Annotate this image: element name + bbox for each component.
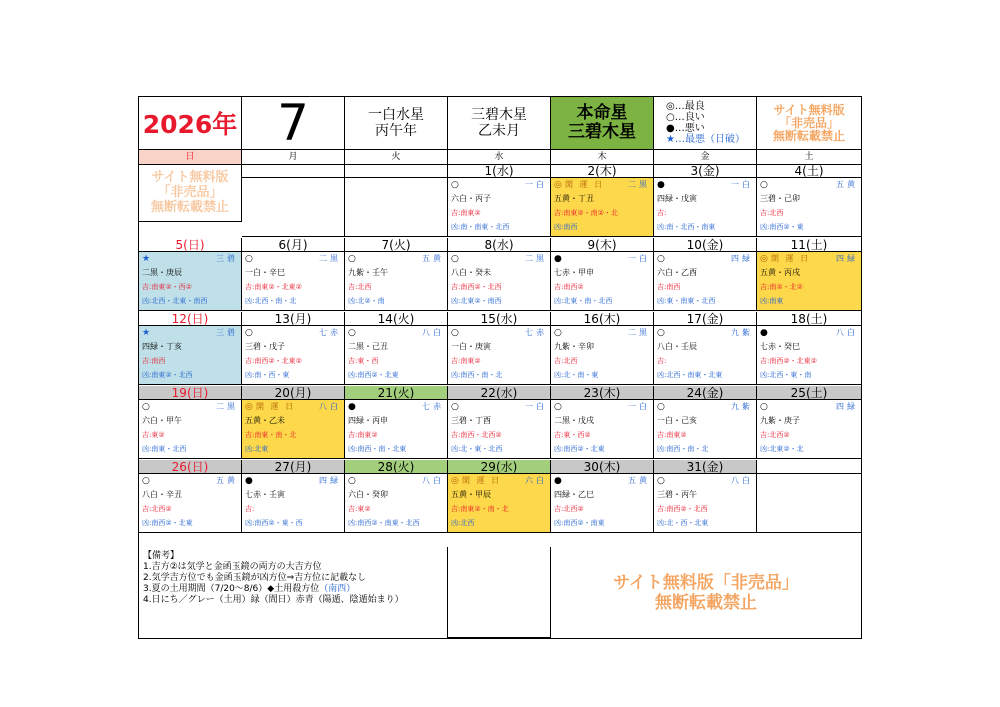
day-kanshi: 七赤・癸巳 [760, 342, 800, 351]
fortune-mark: ○ [348, 476, 356, 486]
day-header-thu: 23(木) [551, 386, 654, 400]
fortune-mark: ○ [451, 328, 459, 338]
lucky-directions: 吉:南西・北西② [451, 431, 502, 439]
fortune-mark: ○ [451, 254, 459, 264]
day-kanshi: 六白・癸卯 [348, 490, 388, 499]
day-cell [345, 252, 448, 311]
lucky-directions: 吉:北西 [554, 357, 578, 365]
day-star: 二黒 [628, 328, 650, 337]
day-star: 八白 [836, 328, 858, 337]
day-star: 七赤 [525, 328, 547, 337]
unlucky-directions: 凶:南西②・北東 [142, 519, 193, 527]
weekday-fri: 金 [654, 150, 757, 164]
day-header-sat: 25(土) [757, 386, 861, 400]
day-cell [448, 252, 551, 311]
day-star: 五黄 [422, 254, 444, 263]
lucky-directions: 吉:南西②・北東② [245, 357, 302, 365]
day-kanshi: 二黒・己丑 [348, 342, 388, 351]
day-cell [654, 474, 757, 533]
lucky-directions: 吉:南東② [657, 431, 687, 439]
lucky-directions: 吉:南東②・西② [142, 283, 192, 291]
day-kanshi: 四緑・丁亥 [142, 342, 182, 351]
fortune-mark: ○ [657, 402, 665, 412]
day-cell [242, 326, 345, 385]
unlucky-directions: 凶:北西・北東・南西 [142, 297, 208, 305]
weekday-mon: 月 [242, 150, 345, 164]
day-header-sat: 18(土) [757, 312, 861, 326]
fortune-mark: ○ [142, 402, 150, 412]
weekday-wed: 水 [448, 150, 551, 164]
day-cell [139, 474, 242, 533]
fortune-mark: ○ [554, 402, 562, 412]
lucky-directions: 吉:南東②・北東② [245, 283, 302, 291]
notes-line: 4.日にち／グレー（土用）緑（間日）赤青（陽遁、陰遁始まり） [143, 595, 404, 605]
day-cell [757, 178, 861, 237]
unlucky-directions: 凶:南西②・北東 [554, 445, 605, 453]
unlucky-directions: 凶:東・南東・北西 [657, 297, 716, 305]
fortune-mark: ○ [451, 180, 459, 190]
unlucky-directions: 凶:北西 [451, 519, 475, 527]
day-star: 九紫 [731, 402, 753, 411]
day-header-sun: 5(日) [139, 238, 242, 252]
honmei-box [551, 97, 654, 149]
day-header-wed: 15(水) [448, 312, 551, 326]
kaiun-label: 開 運 日 [256, 402, 296, 411]
unlucky-directions: 凶:南東②・北西 [142, 371, 193, 379]
day-header-tue: 21(火) [345, 386, 448, 400]
fortune-mark: ○ [760, 180, 768, 190]
day-cell [757, 326, 861, 385]
day-star: 一白 [525, 180, 547, 189]
empty-cell [448, 547, 551, 638]
lucky-directions: 吉: [657, 209, 667, 217]
day-star: 七赤 [319, 328, 341, 337]
day-kanshi: 三碧・戊子 [245, 342, 285, 351]
day-cell [242, 474, 345, 533]
day-cell [551, 400, 654, 459]
day-kanshi: 九紫・辛卯 [554, 342, 594, 351]
unlucky-directions: 凶:北②・南 [348, 297, 385, 305]
day-header-tue: 14(火) [345, 312, 448, 326]
day-header-sun: 19(日) [139, 386, 242, 400]
day-header-tue [345, 164, 448, 178]
lucky-directions: 吉: [245, 505, 255, 513]
footer-notice [551, 547, 861, 638]
year-kan: 丙午年 [375, 123, 417, 139]
day-header-thu: 30(木) [551, 460, 654, 474]
fortune-mark: ● [760, 328, 768, 338]
lucky-directions: 吉:北西② [142, 505, 172, 513]
notes-title: 【備考】 [143, 551, 180, 561]
day-kanshi: 八白・癸未 [451, 268, 491, 277]
year-star-box [345, 97, 448, 149]
day-kanshi: 三碧・丁酉 [451, 416, 491, 425]
day-kanshi: 七赤・甲申 [554, 268, 594, 277]
fortune-mark: ○ [554, 328, 562, 338]
weekday-sun: 日 [139, 150, 242, 164]
day-cell [139, 252, 242, 311]
lucky-directions: 吉:南東②・南②・北 [554, 209, 618, 217]
lucky-directions: 吉:北西 [348, 283, 372, 291]
day-cell [242, 178, 345, 237]
day-cell [654, 178, 757, 237]
unlucky-directions: 凶:南・西・東 [245, 371, 290, 379]
month-kan: 乙未月 [478, 123, 520, 139]
legend-worst: ★…最悪（日破） [666, 134, 745, 145]
day-cell [139, 400, 242, 459]
unlucky-directions: 凶:南西・南・北 [657, 445, 709, 453]
unlucky-directions: 凶:南東 [760, 297, 784, 305]
day-kanshi: 一白・己亥 [657, 416, 697, 425]
day-header-fri: 17(金) [654, 312, 757, 326]
lucky-directions: 吉:北西 [760, 209, 784, 217]
month-star: 三碧木星 [471, 107, 527, 123]
lucky-directions: 吉:北西② [554, 505, 584, 513]
fortune-mark: ○ [142, 476, 150, 486]
day-kanshi: 五黄・甲辰 [451, 490, 491, 499]
day-kanshi: 六白・甲午 [142, 416, 182, 425]
unlucky-directions: 凶:南東・北西 [142, 445, 187, 453]
day-kanshi: 四緑・丙申 [348, 416, 388, 425]
unlucky-directions: 凶:北・南・東 [554, 371, 599, 379]
fortune-mark: ● [657, 180, 665, 190]
unlucky-directions: 凶:南西②・東 [760, 223, 804, 231]
lucky-directions: 吉:東・西② [554, 431, 591, 439]
fortune-mark: ○ [657, 476, 665, 486]
fortune-mark: ○ [760, 402, 768, 412]
lucky-directions: 吉:南西② [554, 283, 584, 291]
lucky-directions: 吉:南東② [451, 357, 481, 365]
lucky-directions: 吉:東② [348, 505, 371, 513]
doyo-direction: （南西） [319, 584, 356, 594]
fortune-mark: ★ [142, 328, 151, 338]
day-kanshi: 三碧・丙午 [657, 490, 697, 499]
day-cell [345, 178, 448, 237]
fortune-mark: ○ [348, 254, 356, 264]
unlucky-directions: 凶:北東②・北 [760, 445, 804, 453]
day-cell [345, 474, 448, 533]
day-cell [757, 400, 861, 459]
day-kanshi: 九紫・庚子 [760, 416, 800, 425]
day-star: 二黒 [319, 254, 341, 263]
day-header-fri: 3(金) [654, 164, 757, 178]
day-kanshi: 五黄・丙戌 [760, 268, 800, 277]
legend-best: ◎…最良 [666, 101, 705, 112]
unlucky-directions: 凶:南・北西・南東 [657, 223, 716, 231]
site-notice [757, 97, 861, 149]
day-kanshi: 六白・乙酉 [657, 268, 697, 277]
day-cell [551, 178, 654, 237]
day-star: 六白 [525, 476, 547, 485]
day-header-fri: 31(金) [654, 460, 757, 474]
year-title: 2026年 [139, 97, 242, 149]
fortune-mark: ● [554, 476, 562, 486]
unlucky-directions: 凶:北東②・南西 [451, 297, 502, 305]
honmei-star: 三碧木星 [568, 122, 636, 142]
lucky-directions: 吉:南西 [657, 283, 681, 291]
day-cell [448, 400, 551, 459]
day-header-mon: 20(月) [242, 386, 345, 400]
notes-line: 1.吉方②は気学と金函玉鏡の両方の大吉方位 [143, 562, 322, 572]
day-star: 二黒 [216, 402, 238, 411]
lucky-directions: 吉: [657, 357, 667, 365]
honmei-label: 本命星 [576, 103, 628, 123]
kaiun-label: 開 運 日 [462, 476, 502, 485]
weekday-tue: 火 [345, 150, 448, 164]
unlucky-directions: 凶:南西 [554, 223, 578, 231]
day-header-wed: 8(水) [448, 238, 551, 252]
day-star: 四緑 [319, 476, 341, 485]
day-cell [551, 252, 654, 311]
day-cell [551, 474, 654, 533]
day-header-tue: 28(火) [345, 460, 448, 474]
day-kanshi: 六白・丙子 [451, 194, 491, 203]
day-kanshi: 五黄・丁丑 [554, 194, 594, 203]
day-cell [139, 326, 242, 385]
day-header-fri: 10(金) [654, 238, 757, 252]
kaiun-label: 開 運 日 [565, 180, 605, 189]
site-notice-watermark [139, 164, 242, 222]
unlucky-directions: 凶:南西・南・北 [451, 371, 503, 379]
day-kanshi: 二黒・戊戌 [554, 416, 594, 425]
day-star: 八白 [422, 476, 444, 485]
unlucky-directions: 凶:南西②・南東 [554, 519, 605, 527]
day-header-sat: 11(土) [757, 238, 861, 252]
lucky-directions: 吉:南西 [142, 357, 166, 365]
unlucky-directions: 凶:北西・東・南 [760, 371, 812, 379]
fortune-mark: ★ [142, 254, 151, 264]
day-star: 八白 [731, 476, 753, 485]
day-kanshi: 三碧・己卯 [760, 194, 800, 203]
day-star: 五黄 [216, 476, 238, 485]
unlucky-directions: 凶:北東 [245, 445, 269, 453]
weekday-thu: 木 [551, 150, 654, 164]
unlucky-directions: 凶:南西②・東・西 [245, 519, 303, 527]
day-header-thu: 9(木) [551, 238, 654, 252]
day-kanshi: 一白・辛巳 [245, 268, 285, 277]
fortune-mark: ○ [657, 254, 665, 264]
lucky-directions: 吉:北西② [760, 431, 790, 439]
site-notice-line: 無断転載禁止 [772, 128, 845, 143]
fortune-mark: ◎ [451, 476, 459, 486]
notes [139, 547, 448, 638]
day-cell [448, 326, 551, 385]
day-header-wed: 1(水) [448, 164, 551, 178]
day-cell [654, 326, 757, 385]
day-header-mon [242, 164, 345, 178]
day-header-thu: 16(木) [551, 312, 654, 326]
unlucky-directions: 凶:南西・南・北東 [348, 445, 407, 453]
legend-bad: ●…悪い [666, 123, 705, 134]
fortune-mark: ○ [348, 328, 356, 338]
lucky-directions: 吉:南西②・北西 [657, 505, 708, 513]
day-star: 一白 [628, 254, 650, 263]
fortune-mark: ◎ [760, 254, 768, 264]
fortune-mark: ○ [657, 328, 665, 338]
day-star: 一白 [731, 180, 753, 189]
lucky-directions: 吉:南西②・北西 [451, 283, 502, 291]
day-star: 五黄 [836, 180, 858, 189]
day-header-wed: 22(水) [448, 386, 551, 400]
day-kanshi: 五黄・乙未 [245, 416, 285, 425]
day-header-tue: 7(火) [345, 238, 448, 252]
day-header-sat: 4(土) [757, 164, 861, 178]
unlucky-directions: 凶:北西・南東・北東 [657, 371, 723, 379]
legend [654, 97, 757, 149]
footer-notice-line: サイト無料版「非売品」 [613, 572, 799, 593]
day-star: 二黒 [525, 254, 547, 263]
lucky-directions: 吉:南西②・北東② [760, 357, 817, 365]
day-kanshi: 八白・辛丑 [142, 490, 182, 499]
fortune-mark: ○ [451, 402, 459, 412]
day-header-mon: 6(月) [242, 238, 345, 252]
fortune-mark: ○ [245, 328, 253, 338]
day-star: 三碧 [216, 328, 238, 337]
day-star: 九紫 [731, 328, 753, 337]
day-kanshi: 一白・庚寅 [451, 342, 491, 351]
unlucky-directions: 凶:南西②・南東・北西 [348, 519, 420, 527]
fortune-mark: ● [554, 254, 562, 264]
legend-good: ○…良い [666, 112, 705, 123]
fortune-mark: ● [348, 402, 356, 412]
day-star: 四緑 [731, 254, 753, 263]
day-star: 一白 [525, 402, 547, 411]
day-cell [242, 400, 345, 459]
lucky-directions: 吉:南②・北② [760, 283, 803, 291]
notes-line: 2.気学吉方位でも金函玉鏡が凶方位⇒吉方位に記載なし [143, 573, 367, 583]
month-number: 7 [242, 97, 345, 149]
day-star: 八白 [422, 328, 444, 337]
fortune-mark: ● [245, 476, 253, 486]
notes-line [143, 584, 443, 595]
weekday-sat: 土 [804, 152, 814, 162]
day-kanshi: 二黒・庚辰 [142, 268, 182, 277]
site-notice-line: 「非売品」 [778, 115, 839, 130]
fortune-mark: ○ [245, 254, 253, 264]
day-header-mon: 27(月) [242, 460, 345, 474]
year-star: 一白水星 [368, 107, 424, 123]
fortune-mark: ◎ [554, 180, 562, 190]
day-star: 四緑 [836, 402, 858, 411]
unlucky-directions: 凶:南西②・北東 [348, 371, 399, 379]
site-notice-line: サイト無料版 [773, 102, 845, 117]
day-star: 三碧 [216, 254, 238, 263]
day-kanshi: 八白・壬辰 [657, 342, 697, 351]
watermark-line: サイト無料版 [151, 170, 229, 185]
day-kanshi: 四緑・乙巳 [554, 490, 594, 499]
lucky-directions: 吉:南東②・南・北 [451, 505, 509, 513]
lucky-directions: 吉:東・西 [348, 357, 379, 365]
unlucky-directions: 凶:北・西・北東 [657, 519, 709, 527]
day-kanshi: 四緑・戊寅 [657, 194, 697, 203]
lucky-directions: 吉:東② [142, 431, 165, 439]
day-cell [345, 326, 448, 385]
unlucky-directions: 凶:北西・南・北 [245, 297, 297, 305]
day-star: 七赤 [422, 402, 444, 411]
day-kanshi: 九紫・壬午 [348, 268, 388, 277]
day-header-sat [757, 460, 861, 474]
day-header-mon: 13(月) [242, 312, 345, 326]
day-cell [654, 400, 757, 459]
month-star-box [448, 97, 551, 149]
day-header-fri: 24(金) [654, 386, 757, 400]
watermark-line: 「非売品」 [157, 185, 223, 200]
day-star: 八白 [319, 402, 341, 411]
day-kanshi: 七赤・壬寅 [245, 490, 285, 499]
day-cell [551, 326, 654, 385]
lucky-directions: 吉:南東② [348, 431, 378, 439]
day-cell [757, 474, 861, 533]
unlucky-directions: 凶:北東・南・北西 [554, 297, 613, 305]
day-star: 二黒 [628, 180, 650, 189]
unlucky-directions: 凶:南・南東・北西 [451, 223, 510, 231]
day-star: 四緑 [836, 254, 858, 263]
weekday-row [139, 149, 861, 165]
day-cell [345, 400, 448, 459]
notes-line-text: 3.夏の土用期間（7/20〜8/6）◆土用殺方位 [143, 584, 320, 594]
lucky-directions: 吉:南東② [451, 209, 481, 217]
day-header-sun: 12(日) [139, 312, 242, 326]
fortune-mark: ◎ [245, 402, 253, 412]
day-cell [757, 252, 861, 311]
lucky-directions: 吉:南東・南・北 [245, 431, 297, 439]
day-header-sun: 26(日) [139, 460, 242, 474]
kaiun-label: 開 運 日 [771, 254, 811, 263]
footer-notice-line: 無断転載禁止 [655, 592, 757, 613]
day-cell [448, 474, 551, 533]
day-header-thu: 2(木) [551, 164, 654, 178]
day-cell [654, 252, 757, 311]
day-cell [242, 252, 345, 311]
day-star: 一白 [628, 402, 650, 411]
day-star: 五黄 [628, 476, 650, 485]
day-header-wed: 29(水) [448, 460, 551, 474]
day-cell [448, 178, 551, 237]
calendar-sheet [138, 96, 862, 639]
unlucky-directions: 凶:北・東・北西 [451, 445, 503, 453]
watermark-line: 無断転載禁止 [150, 200, 229, 215]
